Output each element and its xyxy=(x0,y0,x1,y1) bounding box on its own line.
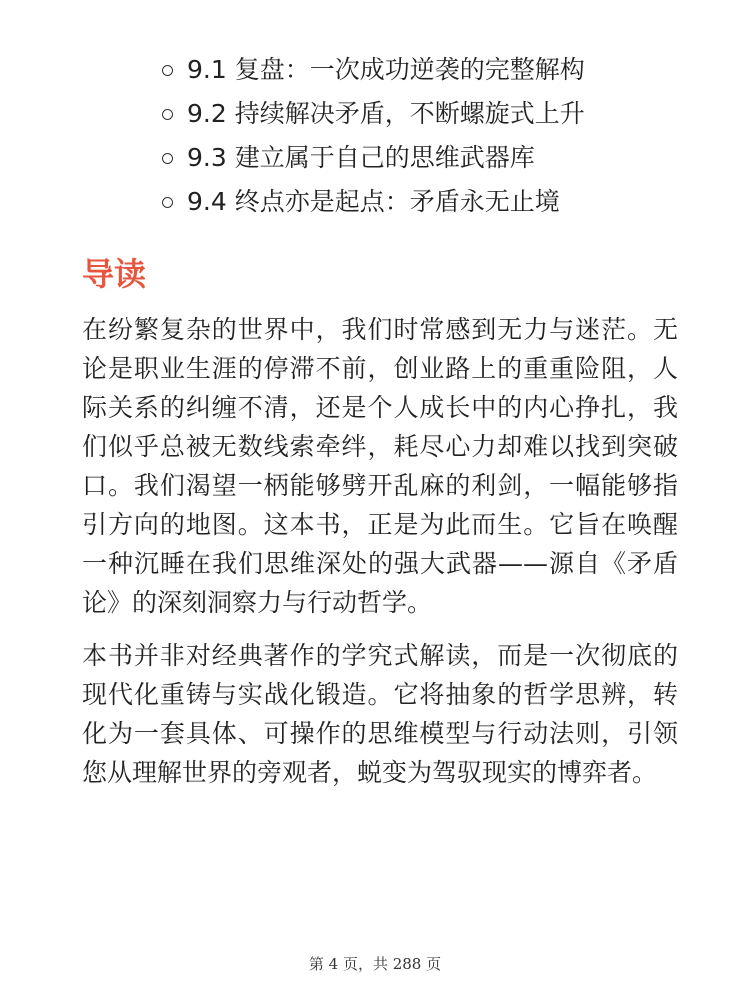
toc-item-9-3[interactable] xyxy=(0,136,750,180)
table-of-contents-list xyxy=(0,48,750,224)
body-paragraph-1: 在纷繁复杂的世界中，我们时常感到无力与迷茫。无论是职业生涯的停滞不前，创业路上的重重险阻，人际关系的纠缠不清，还是个人成长中的内心挣扎，我们似乎总被无数线索牵绊，耗尽心力却难以找到突破口。我们渴望一柄能够劈开乱麻的利剑，一幅能够指引方向的地图。这本书，正是为此而生。它旨在唤醒一种沉睡在我们思维深处的强大武器——源自《矛盾论》的深刻洞察力与行动哲学。 xyxy=(82,315,678,617)
section-heading: 导读 xyxy=(82,255,147,293)
body-paragraph-2: 本书并非对经典著作的学究式解读，而是一次彻底的现代化重铸与实战化锻造。它将抽象的哲学思辨，转化为一套具体、可操作的思维模型与行动法则，引领您从理解世界的旁观者，蜕变为驾驭现实的博弈者。 xyxy=(82,641,678,787)
hollow-circle-bullet-icon xyxy=(162,109,173,120)
hollow-circle-bullet-icon xyxy=(162,153,173,164)
toc-item-label: 9.1 复盘：一次成功逆袭的完整解构 xyxy=(187,55,585,84)
hollow-circle-bullet-icon xyxy=(162,197,173,208)
toc-item-9-2[interactable] xyxy=(0,92,750,136)
section-body xyxy=(82,310,678,806)
toc-item-label: 9.3 建立属于自己的思维武器库 xyxy=(187,143,535,172)
page-number-footer: 第 4 页，共 288 页 xyxy=(308,955,442,973)
hollow-circle-bullet-icon xyxy=(162,65,173,76)
toc-item-9-4[interactable] xyxy=(0,180,750,224)
toc-item-9-1[interactable] xyxy=(0,48,750,92)
toc-item-label: 9.2 持续解决矛盾，不断螺旋式上升 xyxy=(187,99,585,128)
toc-item-label: 9.4 终点亦是起点：矛盾永无止境 xyxy=(187,187,560,216)
